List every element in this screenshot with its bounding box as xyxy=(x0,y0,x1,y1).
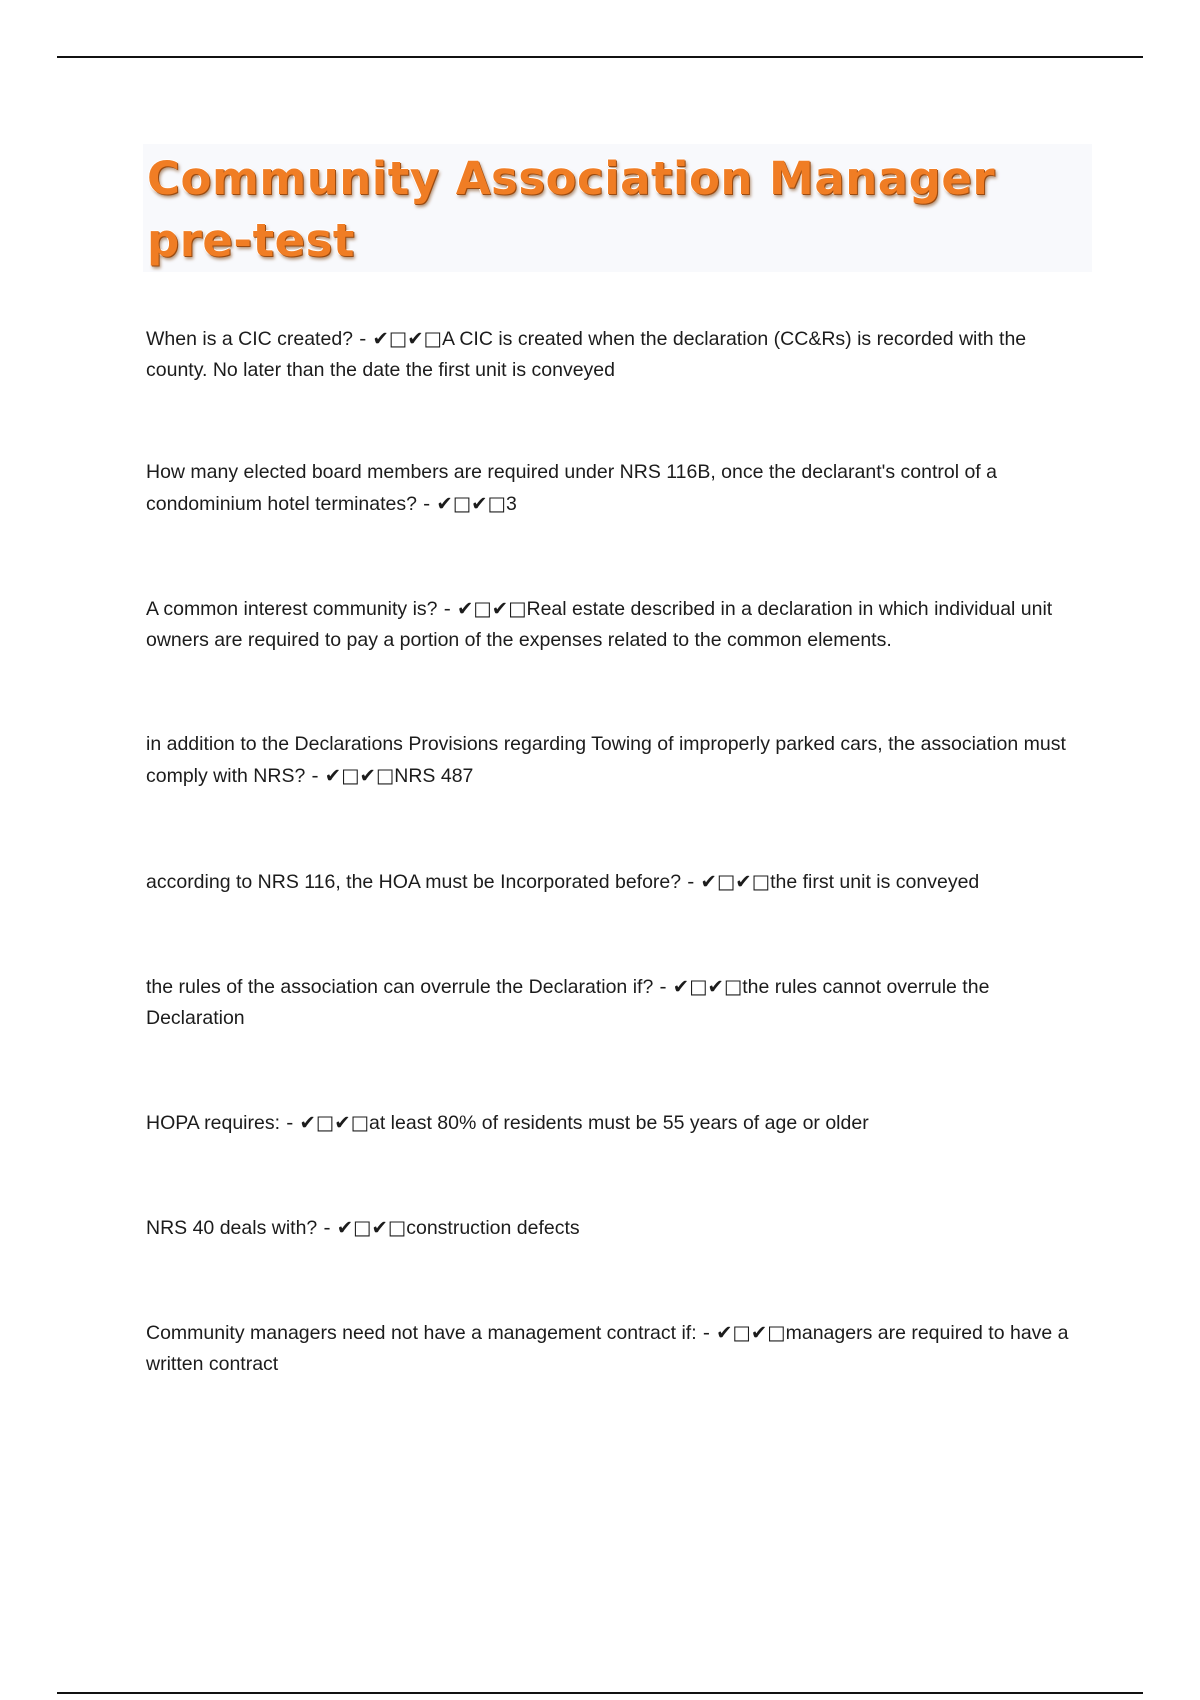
answer-separator: - ✔□✔□ xyxy=(437,597,527,620)
question-text: the rules of the association can overrule the Declaration if? xyxy=(146,976,654,998)
qa-item xyxy=(146,1212,1076,1244)
question-text: How many elected board members are required under NRS 116B, once the declarant's control of a condominium hotel terminates? xyxy=(146,461,997,515)
answer-text: at least 80% of residents must be 55 years of age or older xyxy=(369,1112,869,1134)
qa-item xyxy=(146,323,1076,386)
title-banner xyxy=(143,144,1092,272)
question-text: Community managers need not have a management contract if: xyxy=(146,1322,697,1344)
answer-separator: - ✔□✔□ xyxy=(305,764,395,787)
answer-text: 3 xyxy=(505,493,517,515)
answer-text: Real estate described in a declaration in which individual unit owners are required to pay a portion of the expenses related to the common elements. xyxy=(146,598,1053,651)
document-title: Community Association Manager pre-test xyxy=(147,152,996,267)
answer-text: construction defects xyxy=(406,1217,580,1239)
answer-separator: - ✔□✔□ xyxy=(653,975,743,998)
question-text: When is a CIC created? xyxy=(146,328,354,350)
question-text: according to NRS 116, the HOA must be Incorporated before? xyxy=(146,871,682,893)
answer-separator: - ✔□✔□ xyxy=(280,1111,369,1134)
top-rule xyxy=(57,56,1143,58)
answer-separator: - ✔□✔□ xyxy=(317,1216,407,1239)
answer-separator: - ✔□✔□ xyxy=(681,870,771,893)
qa-item xyxy=(146,971,1076,1034)
answer-text: the first unit is conveyed xyxy=(770,871,980,893)
question-text: in addition to the Declarations Provisions regarding Towing of improperly parked cars, the association must comply with NRS? xyxy=(146,733,1066,787)
qa-item xyxy=(146,1317,1076,1380)
answer-text: managers are required to have a written contract xyxy=(146,1322,1069,1375)
answer-text: A CIC is created when the declaration (CC&Rs) is recorded with the county. No later than the date the first unit is conveyed xyxy=(146,328,1027,381)
qa-item xyxy=(146,1107,1076,1139)
qa-item xyxy=(146,457,1076,520)
qa-item xyxy=(146,593,1076,656)
answer-separator: - ✔□✔□ xyxy=(416,492,506,515)
question-text: A common interest community is? xyxy=(146,598,438,620)
answer-separator: - ✔□✔□ xyxy=(353,327,442,350)
question-text: NRS 40 deals with? xyxy=(146,1217,318,1239)
qa-item xyxy=(146,729,1076,792)
question-text: HOPA requires: xyxy=(146,1112,281,1134)
answer-separator: - ✔□✔□ xyxy=(696,1321,786,1344)
qa-item xyxy=(146,866,1076,898)
bottom-rule xyxy=(57,1692,1143,1694)
answer-text: NRS 487 xyxy=(394,765,474,787)
answer-text: the rules cannot overrule the Declaration xyxy=(146,976,990,1029)
